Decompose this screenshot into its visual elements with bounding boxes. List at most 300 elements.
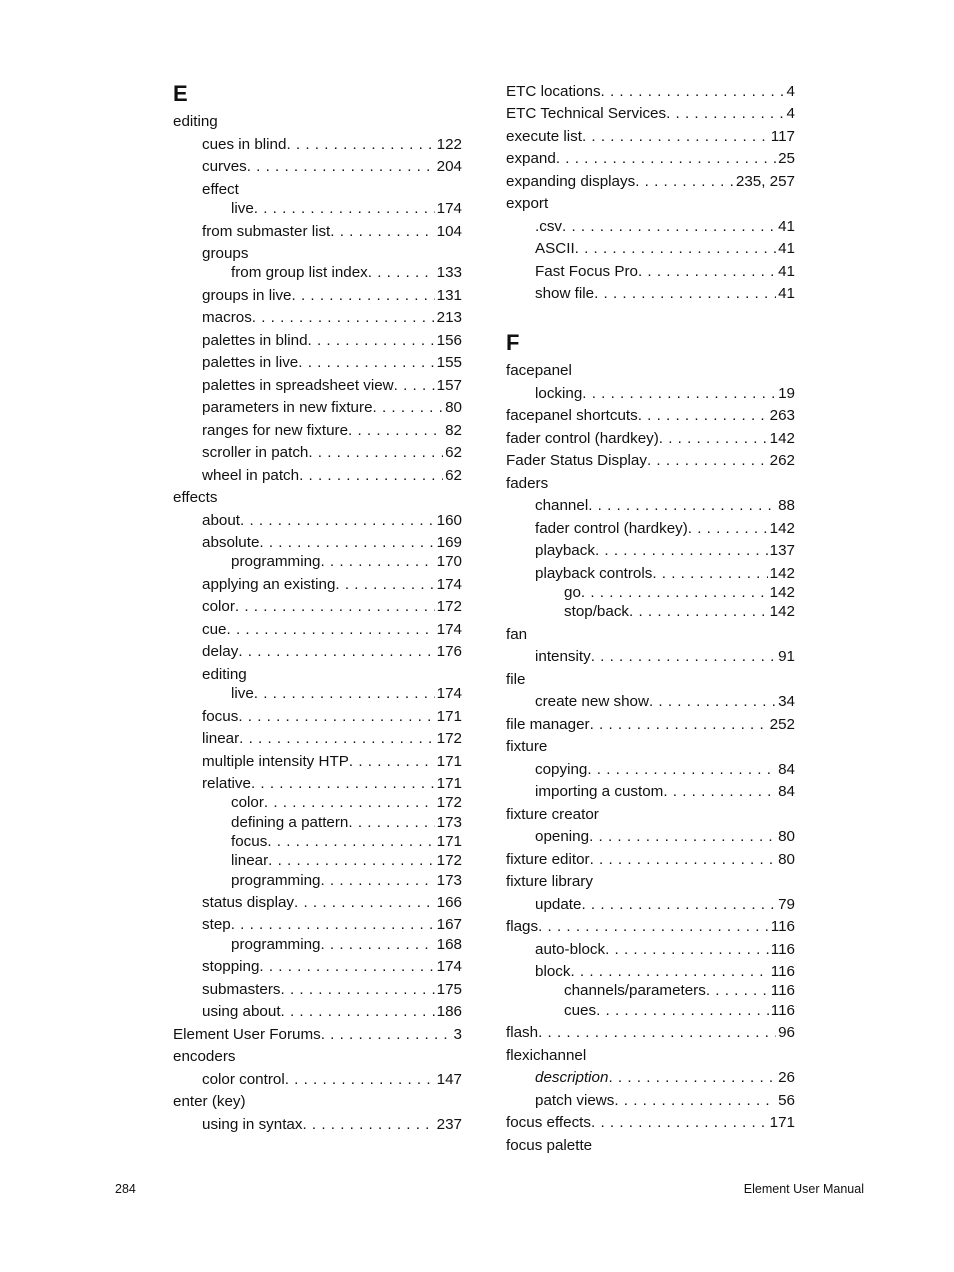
index-term: block: [535, 963, 571, 980]
dot-leader: [635, 173, 734, 191]
page-reference: 62: [445, 467, 462, 484]
index-term: relative: [202, 775, 251, 792]
index-entry: [173, 814, 462, 832]
index-entry: [173, 1071, 462, 1089]
page-reference: 172: [436, 794, 462, 811]
index-term: stopping: [202, 958, 260, 975]
page-reference: 174: [436, 621, 462, 638]
index-term: importing a custom: [535, 783, 664, 800]
index-entry: groups: [202, 245, 249, 262]
page-reference: 156: [436, 332, 462, 349]
index-letter-heading: F: [506, 330, 520, 355]
index-term: focus: [231, 833, 268, 850]
page-reference: 171: [436, 708, 462, 725]
page-reference: 235, 257: [735, 173, 795, 190]
page-reference: 56: [778, 1092, 795, 1109]
index-entry: fixture library: [506, 873, 593, 890]
page-reference: 142: [769, 603, 795, 620]
index-entry: [173, 444, 462, 462]
dot-leader: [638, 407, 768, 425]
footer-manual-title: Element User Manual: [743, 1182, 864, 1196]
page-reference: 3: [453, 1026, 462, 1043]
index-entry: [506, 941, 795, 959]
index-entry: [173, 534, 462, 552]
page-reference: 80: [778, 851, 795, 868]
dot-leader: [238, 708, 434, 726]
index-entry: [173, 576, 462, 594]
dot-leader: [240, 512, 435, 530]
index-entry: [173, 1003, 462, 1021]
index-entry: [173, 936, 462, 954]
page-reference: 41: [778, 285, 795, 302]
index-entry: [506, 693, 795, 711]
page-reference: 41: [778, 218, 795, 235]
index-entry: [173, 512, 462, 530]
index-entry: [506, 963, 795, 981]
index-term: file manager: [506, 716, 590, 733]
index-term: facepanel shortcuts: [506, 407, 638, 424]
page-reference: 26: [778, 1069, 795, 1086]
index-entry: [506, 716, 795, 734]
index-term: flags: [506, 918, 539, 935]
dot-leader: [659, 430, 768, 448]
dot-leader: [706, 982, 769, 1000]
index-term: copying: [535, 761, 588, 778]
page-reference: 79: [778, 896, 795, 913]
index-term: linear: [202, 730, 240, 747]
dot-leader: [252, 309, 435, 327]
dot-leader: [582, 385, 776, 403]
index-term: .csv: [535, 218, 563, 235]
index-entry: [506, 497, 795, 515]
index-entry: fixture: [506, 738, 548, 755]
index-entry: [506, 542, 795, 560]
dot-leader: [590, 716, 768, 734]
page-reference: 174: [436, 685, 462, 702]
index-term: wheel in patch: [202, 467, 300, 484]
index-entry: enter (key): [173, 1093, 246, 1110]
index-term: fader control (hardkey): [535, 520, 688, 537]
page-reference: 88: [778, 497, 795, 514]
dot-leader: [647, 452, 768, 470]
index-entry: [173, 685, 462, 703]
index-term: flash: [506, 1024, 539, 1041]
dot-leader: [281, 1003, 435, 1021]
index-entry: [506, 407, 795, 425]
index-entry: [173, 708, 462, 726]
page-reference: 96: [778, 1024, 795, 1041]
index-term: linear: [231, 852, 269, 869]
page-reference: 213: [436, 309, 462, 326]
page-reference: 155: [436, 354, 462, 371]
dot-leader: [251, 775, 435, 793]
index-term: step: [202, 916, 231, 933]
index-entry: [506, 648, 795, 666]
dot-leader: [629, 603, 768, 621]
page-reference: 262: [769, 452, 795, 469]
index-entry: editing: [202, 666, 247, 683]
index-term: patch views: [535, 1092, 615, 1109]
index-entry: [506, 1024, 795, 1042]
page-reference: 84: [778, 783, 795, 800]
page-reference: 237: [436, 1116, 462, 1133]
page-reference: 175: [436, 981, 462, 998]
index-entry: [506, 982, 795, 1000]
dot-leader: [581, 584, 768, 602]
page-reference: 160: [436, 512, 462, 529]
index-term: macros: [202, 309, 252, 326]
index-entry: [173, 158, 462, 176]
index-entry: [506, 918, 795, 936]
page-reference: 137: [769, 542, 795, 559]
index-term: programming: [231, 936, 321, 953]
index-entry: encoders: [173, 1048, 236, 1065]
page-reference: 174: [436, 576, 462, 593]
dot-leader: [238, 643, 434, 661]
dot-leader: [591, 1114, 768, 1132]
page-reference: 142: [769, 520, 795, 537]
index-entry: [173, 916, 462, 934]
page-reference: 133: [436, 264, 462, 281]
dot-leader: [589, 828, 776, 846]
page-reference: 142: [769, 430, 795, 447]
index-term: groups in live: [202, 287, 292, 304]
page-reference: 171: [436, 833, 462, 850]
dot-leader: [335, 576, 434, 594]
index-term: absolute: [202, 534, 260, 551]
dot-leader: [267, 833, 434, 851]
page-reference: 80: [778, 828, 795, 845]
index-term: color: [231, 794, 264, 811]
index-entry: [173, 377, 462, 395]
index-entry: [173, 775, 462, 793]
dot-leader: [264, 794, 435, 812]
index-entry: faders: [506, 475, 549, 492]
page-reference: 25: [778, 150, 795, 167]
dot-leader: [259, 534, 434, 552]
dot-leader: [649, 693, 776, 711]
page-reference: 91: [778, 648, 795, 665]
dot-leader: [259, 958, 434, 976]
index-entry: [173, 136, 462, 154]
page-reference: 171: [436, 753, 462, 770]
page-reference: 263: [769, 407, 795, 424]
index-entry: [173, 309, 462, 327]
page-reference: 116: [770, 941, 795, 958]
index-term: channel: [535, 497, 589, 514]
page-reference: 169: [436, 534, 462, 551]
page-reference: 157: [436, 377, 462, 394]
dot-leader: [614, 1092, 776, 1110]
page-reference: 172: [436, 852, 462, 869]
page-reference: 116: [770, 982, 795, 999]
dot-leader: [638, 263, 776, 281]
dot-leader: [562, 218, 776, 236]
index-term: description: [535, 1069, 609, 1086]
dot-leader: [605, 941, 769, 959]
index-entry: [506, 105, 795, 123]
dot-leader: [575, 240, 776, 258]
dot-leader: [590, 851, 777, 869]
index-entry: [506, 1002, 795, 1020]
index-entry: [173, 223, 462, 241]
index-entry: [506, 1069, 795, 1087]
index-term: opening: [535, 828, 590, 845]
index-term: color: [202, 598, 235, 615]
index-entry: [506, 1092, 795, 1110]
index-term: locking: [535, 385, 583, 402]
index-entry: [173, 753, 462, 771]
dot-leader: [320, 872, 434, 890]
dot-leader: [570, 963, 768, 981]
dot-leader: [298, 354, 434, 372]
index-entry: [506, 83, 795, 101]
index-entry: focus palette: [506, 1137, 593, 1154]
page-reference: 34: [778, 693, 795, 710]
index-entry: [173, 598, 462, 616]
index-term: playback: [535, 542, 595, 559]
index-term: ETC locations: [506, 83, 601, 100]
dot-leader: [538, 1024, 776, 1042]
dot-leader: [302, 1116, 434, 1134]
dot-leader: [286, 136, 434, 154]
page-reference: 173: [436, 814, 462, 831]
page-reference: 204: [436, 158, 462, 175]
index-term: defining a pattern: [231, 814, 349, 831]
index-entry: [173, 621, 462, 639]
index-term: live: [231, 200, 254, 217]
index-term: submasters: [202, 981, 281, 998]
page-reference: 172: [436, 730, 462, 747]
page-reference: 174: [436, 958, 462, 975]
index-term: from group list index: [231, 264, 368, 281]
dot-leader: [227, 621, 435, 639]
dot-leader: [368, 264, 435, 282]
page-reference: 80: [445, 399, 462, 416]
dot-leader: [663, 783, 776, 801]
dot-leader: [666, 105, 784, 123]
dot-leader: [294, 894, 435, 912]
page-reference: 122: [436, 136, 462, 153]
page-reference: 167: [436, 916, 462, 933]
index-term: curves: [202, 158, 247, 175]
index-term: Element User Forums: [173, 1026, 321, 1043]
index-term: execute list: [506, 128, 582, 145]
index-term: live: [231, 685, 254, 702]
index-entry: [506, 783, 795, 801]
index-entry: [506, 150, 795, 168]
dot-leader: [348, 422, 443, 440]
dot-leader: [596, 1002, 769, 1020]
page-reference: 116: [770, 918, 795, 935]
index-entry: [173, 833, 462, 851]
page-reference: 4: [786, 83, 795, 100]
index-entry: [173, 553, 462, 571]
dot-leader: [292, 287, 435, 305]
page-reference: 171: [769, 1114, 795, 1131]
index-term: fader control (hardkey): [506, 430, 659, 447]
index-term: using in syntax: [202, 1116, 303, 1133]
page-reference: 171: [436, 775, 462, 792]
index-entry: [173, 794, 462, 812]
index-term: expanding displays: [506, 173, 636, 190]
dot-leader: [320, 936, 434, 954]
page-reference: 166: [436, 894, 462, 911]
index-entry: [506, 603, 795, 621]
index-term: intensity: [535, 648, 591, 665]
page-reference: 172: [436, 598, 462, 615]
index-term: expand: [506, 150, 556, 167]
index-entry: [173, 1116, 462, 1134]
dot-leader: [320, 553, 434, 571]
page-reference: 176: [436, 643, 462, 660]
index-term: auto-block: [535, 941, 606, 958]
dot-leader: [608, 1069, 776, 1087]
index-term: fixture editor: [506, 851, 590, 868]
dot-leader: [373, 399, 444, 417]
index-entry: [506, 520, 795, 538]
dot-leader: [587, 761, 776, 779]
index-term: programming: [231, 553, 321, 570]
page-reference: 116: [770, 1002, 795, 1019]
index-term: palettes in blind: [202, 332, 308, 349]
index-term: cue: [202, 621, 227, 638]
dot-leader: [556, 150, 776, 168]
index-term: status display: [202, 894, 295, 911]
index-term: ASCII: [535, 240, 575, 257]
index-term: using about: [202, 1003, 281, 1020]
index-entry: fan: [506, 626, 528, 643]
dot-leader: [349, 753, 435, 771]
dot-leader: [247, 158, 435, 176]
index-entry: [173, 730, 462, 748]
dot-leader: [285, 1071, 435, 1089]
index-entry: facepanel: [506, 362, 572, 379]
page-reference: 131: [436, 287, 462, 304]
page-reference: 142: [769, 584, 795, 601]
index-entry: [506, 452, 795, 470]
dot-leader: [688, 520, 768, 538]
index-term: create new show: [535, 693, 649, 710]
index-term: programming: [231, 872, 321, 889]
index-term: show file: [535, 285, 595, 302]
index-entry: [173, 354, 462, 372]
index-entry: [506, 173, 795, 191]
index-entry: [506, 385, 795, 403]
index-entry: file: [506, 671, 526, 688]
index-term: multiple intensity HTP: [202, 753, 349, 770]
page-reference: 186: [436, 1003, 462, 1020]
page-reference: 82: [445, 422, 462, 439]
page-reference: 41: [778, 240, 795, 257]
index-entry: [506, 565, 795, 583]
footer-page-number: 284: [115, 1182, 136, 1196]
dot-leader: [652, 565, 767, 583]
index-term: Fast Focus Pro: [535, 263, 638, 280]
index-term: color control: [202, 1071, 285, 1088]
index-term: stop/back: [564, 603, 630, 620]
page-reference: 19: [778, 385, 795, 402]
page-reference: 174: [436, 200, 462, 217]
index-entry: [506, 240, 795, 258]
index-entry: [506, 851, 795, 869]
index-term: update: [535, 896, 582, 913]
dot-leader: [601, 83, 785, 101]
index-term: channels/parameters: [564, 982, 706, 999]
page-reference: 168: [436, 936, 462, 953]
index-entry: flexichannel: [506, 1047, 587, 1064]
index-term: ranges for new fixture: [202, 422, 349, 439]
dot-leader: [595, 542, 768, 560]
dot-leader: [591, 648, 776, 666]
dot-leader: [308, 444, 443, 462]
dot-leader: [581, 896, 776, 914]
dot-leader: [330, 223, 434, 241]
index-term: Fader Status Display: [506, 452, 647, 469]
index-entry: editing: [173, 113, 218, 130]
dot-leader: [231, 916, 435, 934]
page-reference: 84: [778, 761, 795, 778]
page-reference: 116: [770, 963, 795, 980]
index-entry: [173, 287, 462, 305]
index-entry: [506, 828, 795, 846]
index-entry: [506, 896, 795, 914]
dot-leader: [254, 200, 435, 218]
page-reference: 117: [770, 128, 795, 145]
index-term: cues: [564, 1002, 597, 1019]
page-reference: 62: [445, 444, 462, 461]
dot-leader: [594, 285, 776, 303]
index-term: about: [202, 512, 241, 529]
index-entry: [506, 430, 795, 448]
dot-leader: [588, 497, 776, 515]
dot-leader: [254, 685, 435, 703]
page-reference: 173: [436, 872, 462, 889]
index-term: focus: [202, 708, 239, 725]
index-entry: [506, 218, 795, 236]
index-entry: fixture creator: [506, 806, 599, 823]
index-term: cues in blind: [202, 136, 287, 153]
index-entry: [506, 263, 795, 281]
index-term: parameters in new fixture: [202, 399, 373, 416]
dot-leader: [321, 1026, 452, 1044]
index-entry: effects: [173, 489, 218, 506]
index-entry: [173, 1026, 462, 1044]
index-term: applying an existing: [202, 576, 336, 593]
index-entry: [506, 285, 795, 303]
dot-leader: [281, 981, 435, 999]
index-term: ETC Technical Services: [506, 105, 667, 122]
index-entry: [506, 761, 795, 779]
page-reference: 142: [769, 565, 795, 582]
index-entry: [173, 643, 462, 661]
index-entry: [173, 958, 462, 976]
index-entry: [173, 332, 462, 350]
index-entry: [173, 264, 462, 282]
dot-leader: [582, 128, 769, 146]
page-reference: 41: [778, 263, 795, 280]
index-entry: [173, 399, 462, 417]
index-entry: [173, 894, 462, 912]
index-entry: [173, 872, 462, 890]
dot-leader: [239, 730, 435, 748]
dot-leader: [268, 852, 435, 870]
dot-leader: [348, 814, 434, 832]
index-term: delay: [202, 643, 239, 660]
page-reference: 104: [436, 223, 462, 240]
index-entry: [173, 422, 462, 440]
index-entry: [506, 1114, 795, 1132]
